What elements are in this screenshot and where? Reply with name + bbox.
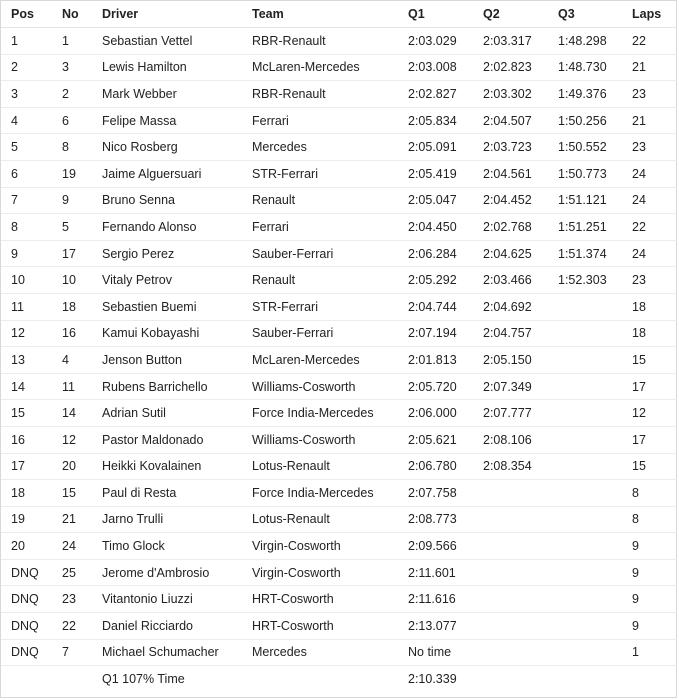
- cell-q2: 2:03.302: [473, 81, 548, 108]
- cell-no: 2: [52, 81, 92, 108]
- cell-pos: 5: [1, 134, 52, 161]
- cell-laps: 15: [622, 347, 677, 374]
- cell-q1: 2:02.827: [398, 81, 473, 108]
- cell-team: Mercedes: [242, 639, 398, 666]
- cell-laps: 9: [622, 586, 677, 613]
- cell-no: 15: [52, 480, 92, 507]
- cell-q1: 2:04.744: [398, 293, 473, 320]
- cell-q2: [473, 506, 548, 533]
- cell-q2: 2:04.625: [473, 240, 548, 267]
- cell-pos: DNQ: [1, 613, 52, 640]
- cell-pos: 15: [1, 400, 52, 427]
- cell-pos: 1: [1, 28, 52, 55]
- cell-driver: Fernando Alonso: [92, 214, 242, 241]
- table-row: [1, 347, 677, 374]
- cell-no: 17: [52, 240, 92, 267]
- cell-no: 21: [52, 506, 92, 533]
- cell-laps: 23: [622, 81, 677, 108]
- table-row: [1, 28, 677, 55]
- cell-q3: 1:48.730: [548, 54, 622, 81]
- cell-driver: Mark Webber: [92, 81, 242, 108]
- cell-team: Lotus-Renault: [242, 506, 398, 533]
- cell-laps: [622, 666, 677, 692]
- cell-q3: 1:51.121: [548, 187, 622, 214]
- cell-team: Virgin-Cosworth: [242, 559, 398, 586]
- cell-q3: 1:51.251: [548, 214, 622, 241]
- cell-q2: [473, 533, 548, 560]
- table-row: [1, 426, 677, 453]
- cell-pos: DNQ: [1, 586, 52, 613]
- cell-driver: Sebastien Buemi: [92, 293, 242, 320]
- cell-q3: 1:50.773: [548, 160, 622, 187]
- cell-team: McLaren-Mercedes: [242, 54, 398, 81]
- cell-driver: Lewis Hamilton: [92, 54, 242, 81]
- cell-laps: 9: [622, 613, 677, 640]
- cell-q1: 2:05.720: [398, 373, 473, 400]
- cell-no: 10: [52, 267, 92, 294]
- table-row: [1, 320, 677, 347]
- cell-q1: 2:11.616: [398, 586, 473, 613]
- cell-q3: [548, 373, 622, 400]
- cell-no: 23: [52, 586, 92, 613]
- table-row: [1, 54, 677, 81]
- table-row: [1, 559, 677, 586]
- table-row: [1, 639, 677, 666]
- cell-pos: 12: [1, 320, 52, 347]
- table-row: [1, 134, 677, 161]
- cell-pos: 13: [1, 347, 52, 374]
- cell-q3: [548, 320, 622, 347]
- cell-q1: 2:07.194: [398, 320, 473, 347]
- cell-q3: [548, 347, 622, 374]
- header-pos: Pos: [1, 1, 52, 28]
- cell-q1: 2:04.450: [398, 214, 473, 241]
- header-driver: Driver: [92, 1, 242, 28]
- cell-q2: 2:03.723: [473, 134, 548, 161]
- cell-laps: 23: [622, 134, 677, 161]
- cell-q1: 2:05.419: [398, 160, 473, 187]
- cell-q2: 2:02.823: [473, 54, 548, 81]
- cell-q1: 2:10.339: [408, 672, 457, 687]
- cell-team: Ferrari: [242, 214, 398, 241]
- header-no: No: [52, 1, 92, 28]
- cell-q2: [473, 666, 548, 692]
- table-row: [1, 293, 677, 320]
- cell-no: 19: [52, 160, 92, 187]
- header-q3: Q3: [548, 1, 622, 28]
- cell-driver: Vitantonio Liuzzi: [92, 586, 242, 613]
- cell-q3: [548, 400, 622, 427]
- cell-q2: 2:03.317: [473, 28, 548, 55]
- cell-q3: 1:48.298: [548, 28, 622, 55]
- cell-q3: 1:50.256: [548, 107, 622, 134]
- cell-no: 20: [52, 453, 92, 480]
- cell-q3: [548, 480, 622, 507]
- cell-q3: [548, 453, 622, 480]
- cell-no: 16: [52, 320, 92, 347]
- cell-pos: 11: [1, 293, 52, 320]
- cell-q2: 2:05.150: [473, 347, 548, 374]
- cell-no: 18: [52, 293, 92, 320]
- cell-no: 3: [52, 54, 92, 81]
- cell-q1: 2:05.621: [398, 426, 473, 453]
- cell-q1: 2:06.780: [398, 453, 473, 480]
- table-row: [1, 533, 677, 560]
- cell-q1: 2:13.077: [398, 613, 473, 640]
- cell-pos: 10: [1, 267, 52, 294]
- cell-team: Renault: [242, 267, 398, 294]
- cell-laps: 21: [622, 54, 677, 81]
- cell-q1: 2:03.008: [398, 54, 473, 81]
- cell-pos: 6: [1, 160, 52, 187]
- cell-pos: 16: [1, 426, 52, 453]
- cell-driver: Jarno Trulli: [92, 506, 242, 533]
- cell-laps: 24: [622, 187, 677, 214]
- cell-team: Sauber-Ferrari: [242, 240, 398, 267]
- cell-q1: 2:06.284: [398, 240, 473, 267]
- cell-no: 9: [52, 187, 92, 214]
- cell-q2: 2:07.349: [473, 373, 548, 400]
- cell-q2: 2:04.692: [473, 293, 548, 320]
- cell-laps: 17: [622, 426, 677, 453]
- cell-pos: 19: [1, 506, 52, 533]
- cell-driver: Sergio Perez: [92, 240, 242, 267]
- cell-q2: [473, 613, 548, 640]
- table-row: [1, 373, 677, 400]
- cell-no: 6: [52, 107, 92, 134]
- cell-q2: 2:04.561: [473, 160, 548, 187]
- cell-q2: [473, 480, 548, 507]
- cell-laps: 18: [622, 320, 677, 347]
- cell-team: Williams-Cosworth: [242, 426, 398, 453]
- cell-laps: 12: [622, 400, 677, 427]
- header-q1: Q1: [398, 1, 473, 28]
- cell-q3: [548, 586, 622, 613]
- cell-team: McLaren-Mercedes: [242, 347, 398, 374]
- cell-no: 8: [52, 134, 92, 161]
- cell-team: RBR-Renault: [242, 81, 398, 108]
- table-row: [1, 586, 677, 613]
- cell-driver: Jerome d'Ambrosio: [92, 559, 242, 586]
- cell-pos: 9: [1, 240, 52, 267]
- cell-q2: [473, 559, 548, 586]
- cell-driver: Jaime Alguersuari: [92, 160, 242, 187]
- table-row: [1, 400, 677, 427]
- cell-q1: 2:05.047: [398, 187, 473, 214]
- cell-pos: DNQ: [1, 639, 52, 666]
- header-team: Team: [242, 1, 398, 28]
- table-row: [1, 480, 677, 507]
- table-row: [1, 453, 677, 480]
- cell-driver: Timo Glock: [92, 533, 242, 560]
- cell-laps: 24: [622, 240, 677, 267]
- cell-pos: DNQ: [1, 559, 52, 586]
- cell-driver: Q1 107% Time: [102, 672, 185, 687]
- cell-q2: 2:02.768: [473, 214, 548, 241]
- cell-no: 24: [52, 533, 92, 560]
- cell-pos: 17: [1, 453, 52, 480]
- cell-no: 12: [52, 426, 92, 453]
- cell-driver: Kamui Kobayashi: [92, 320, 242, 347]
- cell-team: Renault: [242, 187, 398, 214]
- cell-laps: 23: [622, 267, 677, 294]
- table-row: [1, 506, 677, 533]
- cell-team: Mercedes: [242, 134, 398, 161]
- cell-laps: 22: [622, 28, 677, 55]
- cell-q1: 2:09.566: [398, 533, 473, 560]
- cell-driver: Bruno Senna: [92, 187, 242, 214]
- cell-laps: 24: [622, 160, 677, 187]
- cell-q2: 2:07.777: [473, 400, 548, 427]
- table-row: [1, 214, 677, 241]
- table-body: [1, 28, 677, 692]
- cell-q3: [548, 506, 622, 533]
- cell-team: RBR-Renault: [242, 28, 398, 55]
- cell-driver: Michael Schumacher: [92, 639, 242, 666]
- cell-laps: 9: [622, 559, 677, 586]
- cell-no: 22: [52, 613, 92, 640]
- table-header-row: [1, 1, 677, 28]
- cell-q2: 2:08.354: [473, 453, 548, 480]
- cell-team: Ferrari: [242, 107, 398, 134]
- cell-q1: 2:11.601: [398, 559, 473, 586]
- cell-q3: 1:51.374: [548, 240, 622, 267]
- cell-laps: 15: [622, 453, 677, 480]
- table-row: [1, 267, 677, 294]
- cell-team: Lotus-Renault: [242, 453, 398, 480]
- cell-q3: [548, 613, 622, 640]
- cell-q3: 1:49.376: [548, 81, 622, 108]
- cell-q2: [473, 586, 548, 613]
- cell-driver: Heikki Kovalainen: [92, 453, 242, 480]
- cell-pos: 3: [1, 81, 52, 108]
- cell-no: 14: [52, 400, 92, 427]
- cell-pos: 18: [1, 480, 52, 507]
- cell-driver: Jenson Button: [92, 347, 242, 374]
- cell-q3: 1:52.303: [548, 267, 622, 294]
- cell-team: HRT-Cosworth: [242, 613, 398, 640]
- cell-laps: 18: [622, 293, 677, 320]
- cell-q1: 2:03.029: [398, 28, 473, 55]
- cell-driver: Felipe Massa: [92, 107, 242, 134]
- cell-pos: 8: [1, 214, 52, 241]
- cell-q1: No time: [398, 639, 473, 666]
- cell-q1: 2:05.834: [398, 107, 473, 134]
- table-row: [1, 240, 677, 267]
- cell-q3: [548, 533, 622, 560]
- table-row: [1, 81, 677, 108]
- cell-laps: 22: [622, 214, 677, 241]
- cell-laps: 8: [622, 506, 677, 533]
- cell-q3: 1:50.552: [548, 134, 622, 161]
- cell-q2: [473, 639, 548, 666]
- cell-q3: [548, 559, 622, 586]
- cell-pos: [1, 666, 52, 692]
- cell-q3: [548, 639, 622, 666]
- cell-driver: Daniel Ricciardo: [92, 613, 242, 640]
- cell-team: Virgin-Cosworth: [242, 533, 398, 560]
- cell-no: 5: [52, 214, 92, 241]
- cell-team: STR-Ferrari: [242, 293, 398, 320]
- cell-q3: [548, 666, 622, 692]
- table-row: [1, 613, 677, 640]
- cell-driver: Vitaly Petrov: [92, 267, 242, 294]
- cell-team: Williams-Cosworth: [242, 373, 398, 400]
- cell-driver: Nico Rosberg: [92, 134, 242, 161]
- cell-driver: Rubens Barrichello: [92, 373, 242, 400]
- cell-driver: Adrian Sutil: [92, 400, 242, 427]
- cell-no: 11: [52, 373, 92, 400]
- header-q2: Q2: [473, 1, 548, 28]
- cell-laps: 17: [622, 373, 677, 400]
- table-row: [1, 107, 677, 134]
- cell-q2: 2:04.507: [473, 107, 548, 134]
- cell-laps: 1: [622, 639, 677, 666]
- cell-q1: 2:05.292: [398, 267, 473, 294]
- cell-team: Force India-Mercedes: [242, 400, 398, 427]
- qualifying-results-table: [1, 1, 677, 692]
- cell-laps: 9: [622, 533, 677, 560]
- cell-pos: 20: [1, 533, 52, 560]
- cell-q1: 2:06.000: [398, 400, 473, 427]
- cell-no: 7: [52, 639, 92, 666]
- cell-driver: Sebastian Vettel: [92, 28, 242, 55]
- cell-q1: 2:07.758: [398, 480, 473, 507]
- cell-pos: 4: [1, 107, 52, 134]
- cell-driver: Paul di Resta: [92, 480, 242, 507]
- cell-no: 1: [52, 28, 92, 55]
- cell-pos: 14: [1, 373, 52, 400]
- cell-q1: 2:08.773: [398, 506, 473, 533]
- cell-q1: 2:05.091: [398, 134, 473, 161]
- header-laps: Laps: [622, 1, 677, 28]
- cell-team: Sauber-Ferrari: [242, 320, 398, 347]
- table-row: [1, 187, 677, 214]
- table-row: [1, 666, 677, 692]
- cell-q3: [548, 426, 622, 453]
- cell-team: Force India-Mercedes: [242, 480, 398, 507]
- cell-no: [52, 666, 92, 692]
- cell-q3: [548, 293, 622, 320]
- cell-q2: 2:03.466: [473, 267, 548, 294]
- cell-team: STR-Ferrari: [242, 160, 398, 187]
- cell-no: 25: [52, 559, 92, 586]
- cell-q2: 2:04.452: [473, 187, 548, 214]
- cell-pos: 2: [1, 54, 52, 81]
- cell-q2: 2:04.757: [473, 320, 548, 347]
- cell-q1: 2:01.813: [398, 347, 473, 374]
- cell-pos: 7: [1, 187, 52, 214]
- table-row: [1, 160, 677, 187]
- cell-laps: 21: [622, 107, 677, 134]
- cell-laps: 8: [622, 480, 677, 507]
- cell-q2: 2:08.106: [473, 426, 548, 453]
- cell-team: [242, 666, 398, 692]
- cell-team: HRT-Cosworth: [242, 586, 398, 613]
- cell-driver: Pastor Maldonado: [92, 426, 242, 453]
- cell-no: 4: [52, 347, 92, 374]
